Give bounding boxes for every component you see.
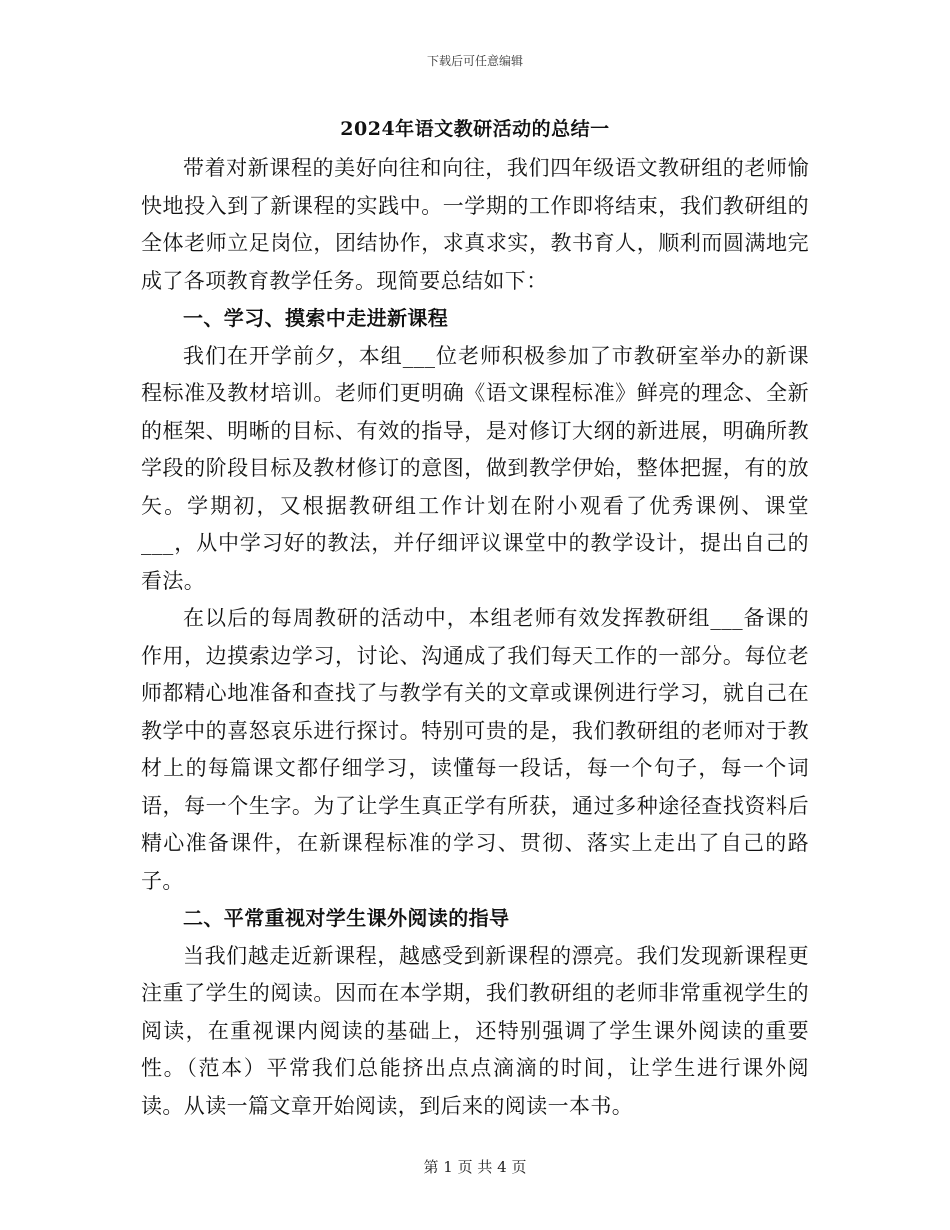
page-header-note: 下载后可任意编辑 [426, 54, 523, 68]
section-1-heading: 一、学习、摸索中走进新课程 [183, 306, 449, 330]
section-1-paragraph-1: 我们在开学前夕，本组___位老师积极参加了市教研室举办的新课程标准及教材培训。老师们更明确《语文课程标准》鲜亮的理念、全新的框架、明晰的目标、有效的指导，是对修订大纲的新进展，明确所教学段的阶段目标及教材修订的意图，做到教学伊始，整体把握，有的放矢。学期初，又根据教研组工作计划在附小观看了优秀课例、课堂___，从中学习好的教法，并仔细评议课堂中的教学设计，提出自己的看法。 [141, 343, 809, 593]
section-2-heading: 二、平常重视对学生课外阅读的指导 [183, 906, 510, 930]
page-number-footer: 第 1 页 共 4 页 [423, 1158, 527, 1176]
section-1-paragraph-2: 在以后的每周教研的活动中，本组老师有效发挥教研组___备课的作用，边摸索边学习，讨论、沟通成了我们每天工作的一部分。每位老师都精心地准备和查找了与教学有关的文章或课例进行学习，就自己在教学中的喜怒哀乐进行探讨。特别可贵的是，我们教研组的老师对于教材上的每篇课文都仔细学习，读懂每一段话，每一个句子，每一个词语，每一个生字。为了让学生真正学有所获，通过多种途径查找资料后精心准备课件，在新课程标准的学习、贯彻、落实上走出了自己的路子。 [141, 606, 809, 893]
document-title: 2024年语文教研活动的总结一 [340, 118, 610, 140]
intro-paragraph: 带着对新课程的美好向往和向往，我们四年级语文教研组的老师愉快地投入到了新课程的实践中。一学期的工作即将结束，我们教研组的全体老师立足岗位，团结协作，求真求实，教书育人，顺利而圆满地完成了各项教育教学任务。现简要总结如下： [141, 156, 809, 293]
section-2-paragraph-1: 当我们越走近新课程，越感受到新课程的漂亮。我们发现新课程更注重了学生的阅读。因而在本学期，我们教研组的老师非常重视学生的阅读，在重视课内阅读的基础上，还特别强调了学生课外阅读的重要性。（范本）平常我们总能挤出点点滴滴的时间，让学生进行课外阅读。从读一篇文章开始阅读，到后来的阅读一本书。 [141, 943, 809, 1118]
document-body [141, 150, 809, 1125]
